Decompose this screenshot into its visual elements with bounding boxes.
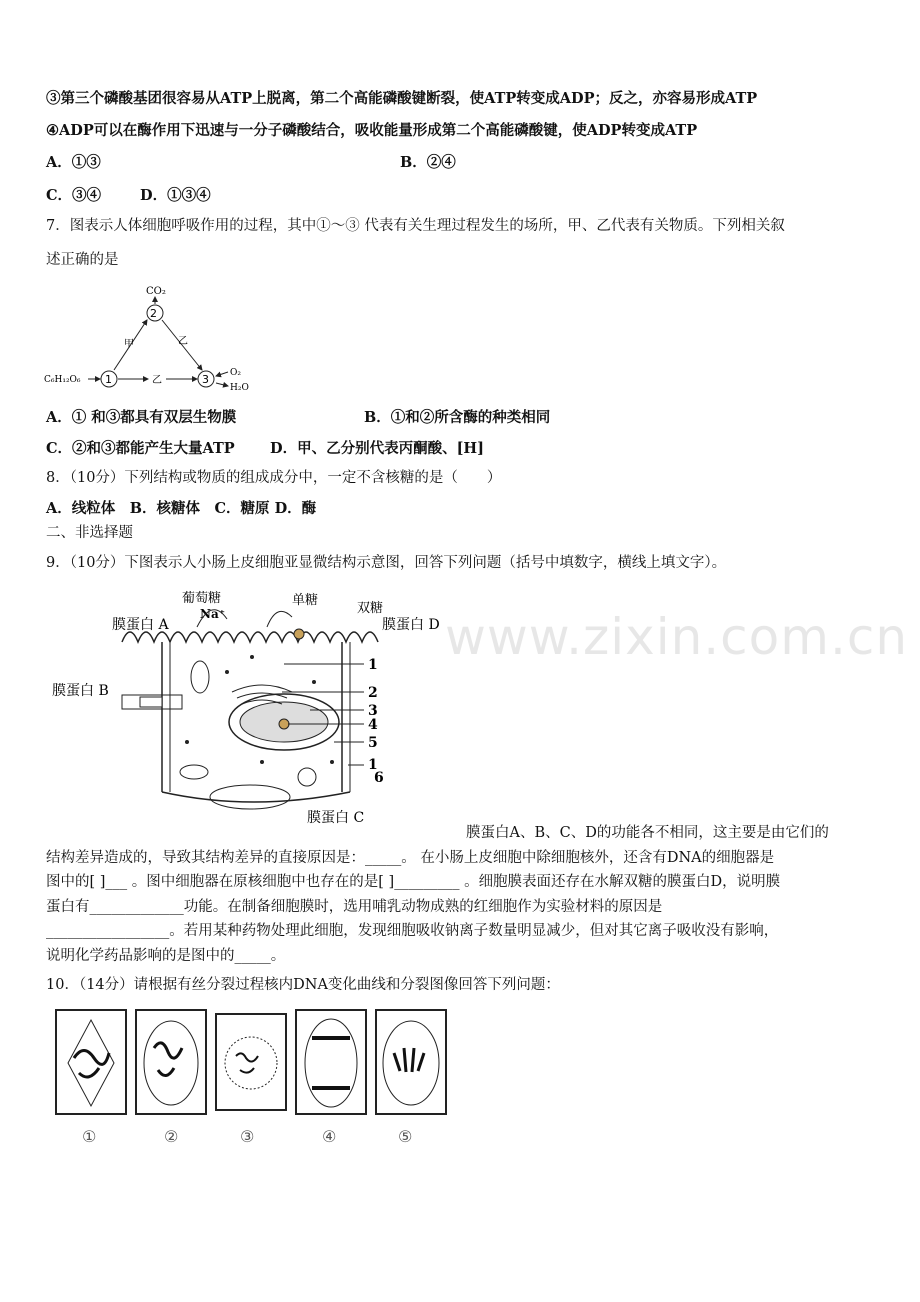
q7-stem-line1: 7．图表示人体细胞呼吸作用的过程，其中①～③ 代表有关生理过程发生的场所，甲、乙代表有关物质。下列相关叙 [46, 218, 785, 234]
cell-1-spindle [68, 1020, 114, 1106]
mitochondrion-2 [180, 765, 208, 779]
h2o-label: H₂O [230, 383, 249, 393]
transport-protein [294, 629, 304, 639]
cell-base [162, 792, 350, 802]
q9-text-line1: 膜蛋白A、B、C、D的功能各不相同，这主要是由它们的 [466, 825, 829, 841]
figure-label-2: ② [164, 1127, 179, 1146]
label-5: 5 [368, 735, 378, 751]
nucleolus [279, 719, 289, 729]
cell-image-5 [376, 1010, 446, 1114]
cell-image-1 [56, 1010, 126, 1114]
monosaccharide-arrow [267, 611, 292, 627]
label-1b: 1 [368, 757, 378, 773]
yi-mid-label: 乙 [152, 375, 162, 386]
q9-stem: 9．（10分）下图表示人小肠上皮细胞亚显微结构示意图，回答下列问题（括号中填数字，横线上填文字）。 [46, 555, 727, 571]
q9-text-line5: _________________。若用某种药物处理此细胞，发现细胞吸收钠离子数量明显减少，但对其它离子吸收没有影响， [46, 923, 779, 939]
label-2: 2 [368, 685, 378, 701]
figure-label-4: ④ [322, 1127, 337, 1146]
cell-5-chromosomes [394, 1048, 424, 1072]
yi-top-label: 乙 [178, 336, 188, 347]
h2o-arrow [216, 383, 228, 386]
q6-option-d: D．①③④ [140, 187, 211, 204]
cell-4-spindle [305, 1019, 357, 1107]
mitochondrion-1 [191, 661, 209, 693]
label-1a: 1 [368, 657, 378, 673]
q6-option-b: B．②④ [400, 154, 456, 171]
glucose-label: 葡萄糖 [182, 591, 222, 606]
glucose-label: C₆H₁₂O₆ [44, 375, 81, 385]
sodium-label: Na⁺ [200, 607, 226, 621]
q6-option-a: A．①③ [46, 154, 101, 171]
q9-text-line3: 图中的[ ]___ 。图中细胞器在原核细胞中也存在的是[ ]_________ 。细胞膜表面还存在水解双糖的膜蛋白D，说明膜 [46, 874, 781, 890]
protein-a-label: 膜蛋白 A [112, 617, 169, 633]
node-3-label: 3 [202, 373, 209, 386]
q7-option-b: B．①和②所含酶的种类相同 [364, 409, 551, 426]
jia-label: 甲 [124, 339, 134, 350]
protein-c-label: 膜蛋白 C [307, 810, 365, 826]
node-1-label: 1 [105, 373, 112, 386]
cell-1-chromosomes [74, 1051, 109, 1078]
cell-2-chromosomes [154, 1043, 182, 1076]
q10-stem: 10．（14分）请根据有丝分裂过程核内DNA变化曲线和分裂图像回答下列问题： [46, 977, 560, 993]
o2-label: O₂ [230, 368, 241, 378]
watermark: www.zixin.com.cn [445, 608, 909, 666]
cell-3-chromatin [236, 1053, 258, 1072]
q7-option-a: A．① 和③都具有双层生物膜 [46, 409, 237, 426]
q9-text-line4: 蛋白有_____________功能。在制备细胞膜时，选用哺乳动物成熟的红细胞作为实验材料的原因是 [46, 899, 663, 915]
cell-image-2 [136, 1010, 206, 1114]
co2-label: CO₂ [146, 286, 166, 297]
protein-d-label: 膜蛋白 D [382, 617, 440, 633]
o2-arrow [216, 372, 228, 376]
mitosis-figures [54, 1008, 454, 1148]
microvilli [122, 632, 378, 642]
q6-option-c: C．③④ [46, 187, 102, 204]
q6-statement-4: ④ADP可以在酶作用下迅速与一分子磷酸结合，吸收能量形成第二个高能磷酸键，使ADP转变成ATP [46, 122, 698, 139]
disaccharide-label: 双糖 [357, 601, 384, 616]
section-2-heading: 二、非选择题 [46, 525, 133, 541]
q6-statement-3: ③第三个磷酸基团很容易从ATP上脱离，第二个高能磷酸键断裂，使ATP转变成ADP；反之，亦容易形成ATP [46, 90, 758, 107]
cell-image-4 [296, 1010, 366, 1114]
label-3: 3 [368, 703, 378, 719]
respiration-diagram [44, 282, 264, 397]
intestinal-cell-diagram [52, 582, 440, 832]
vesicle [298, 768, 316, 786]
node-2-label: 2 [150, 307, 157, 320]
label-6: 6 [374, 770, 384, 786]
cell-5-spindle [383, 1021, 439, 1105]
monosaccharide-label: 单糖 [292, 593, 319, 608]
cell-2-spindle [144, 1021, 198, 1105]
q7-option-c: C．②和③都能产生大量ATP [46, 440, 235, 457]
label-4: 4 [368, 717, 378, 733]
q9-text-line2: 结构差异造成的，导致其结构差异的直接原因是：_____。 在小肠上皮细胞中除细胞核外，还含有DNA的细胞器是 [46, 850, 775, 866]
q7-option-d: D．甲、乙分别代表丙酮酸、[H] [270, 440, 484, 457]
protein-c-shape [210, 785, 290, 809]
q8-stem: 8．（10分）下列结构或物质的组成成分中，一定不含核糖的是（ ） [46, 470, 502, 486]
q7-stem-line2: 述正确的是 [46, 252, 119, 268]
cell-3-nucleus [225, 1037, 277, 1089]
q8-options: A．线粒体 B．核糖体 C．糖原 D．酶 [46, 500, 317, 517]
protein-b-label: 膜蛋白 B [52, 683, 109, 699]
q9-text-line6: 说明化学药品影响的是图中的_____。 [46, 948, 286, 964]
figure-label-5: ⑤ [398, 1127, 413, 1146]
protein-b-core [140, 697, 162, 707]
figure-label-3: ③ [240, 1127, 255, 1146]
figure-label-1: ① [82, 1127, 97, 1146]
